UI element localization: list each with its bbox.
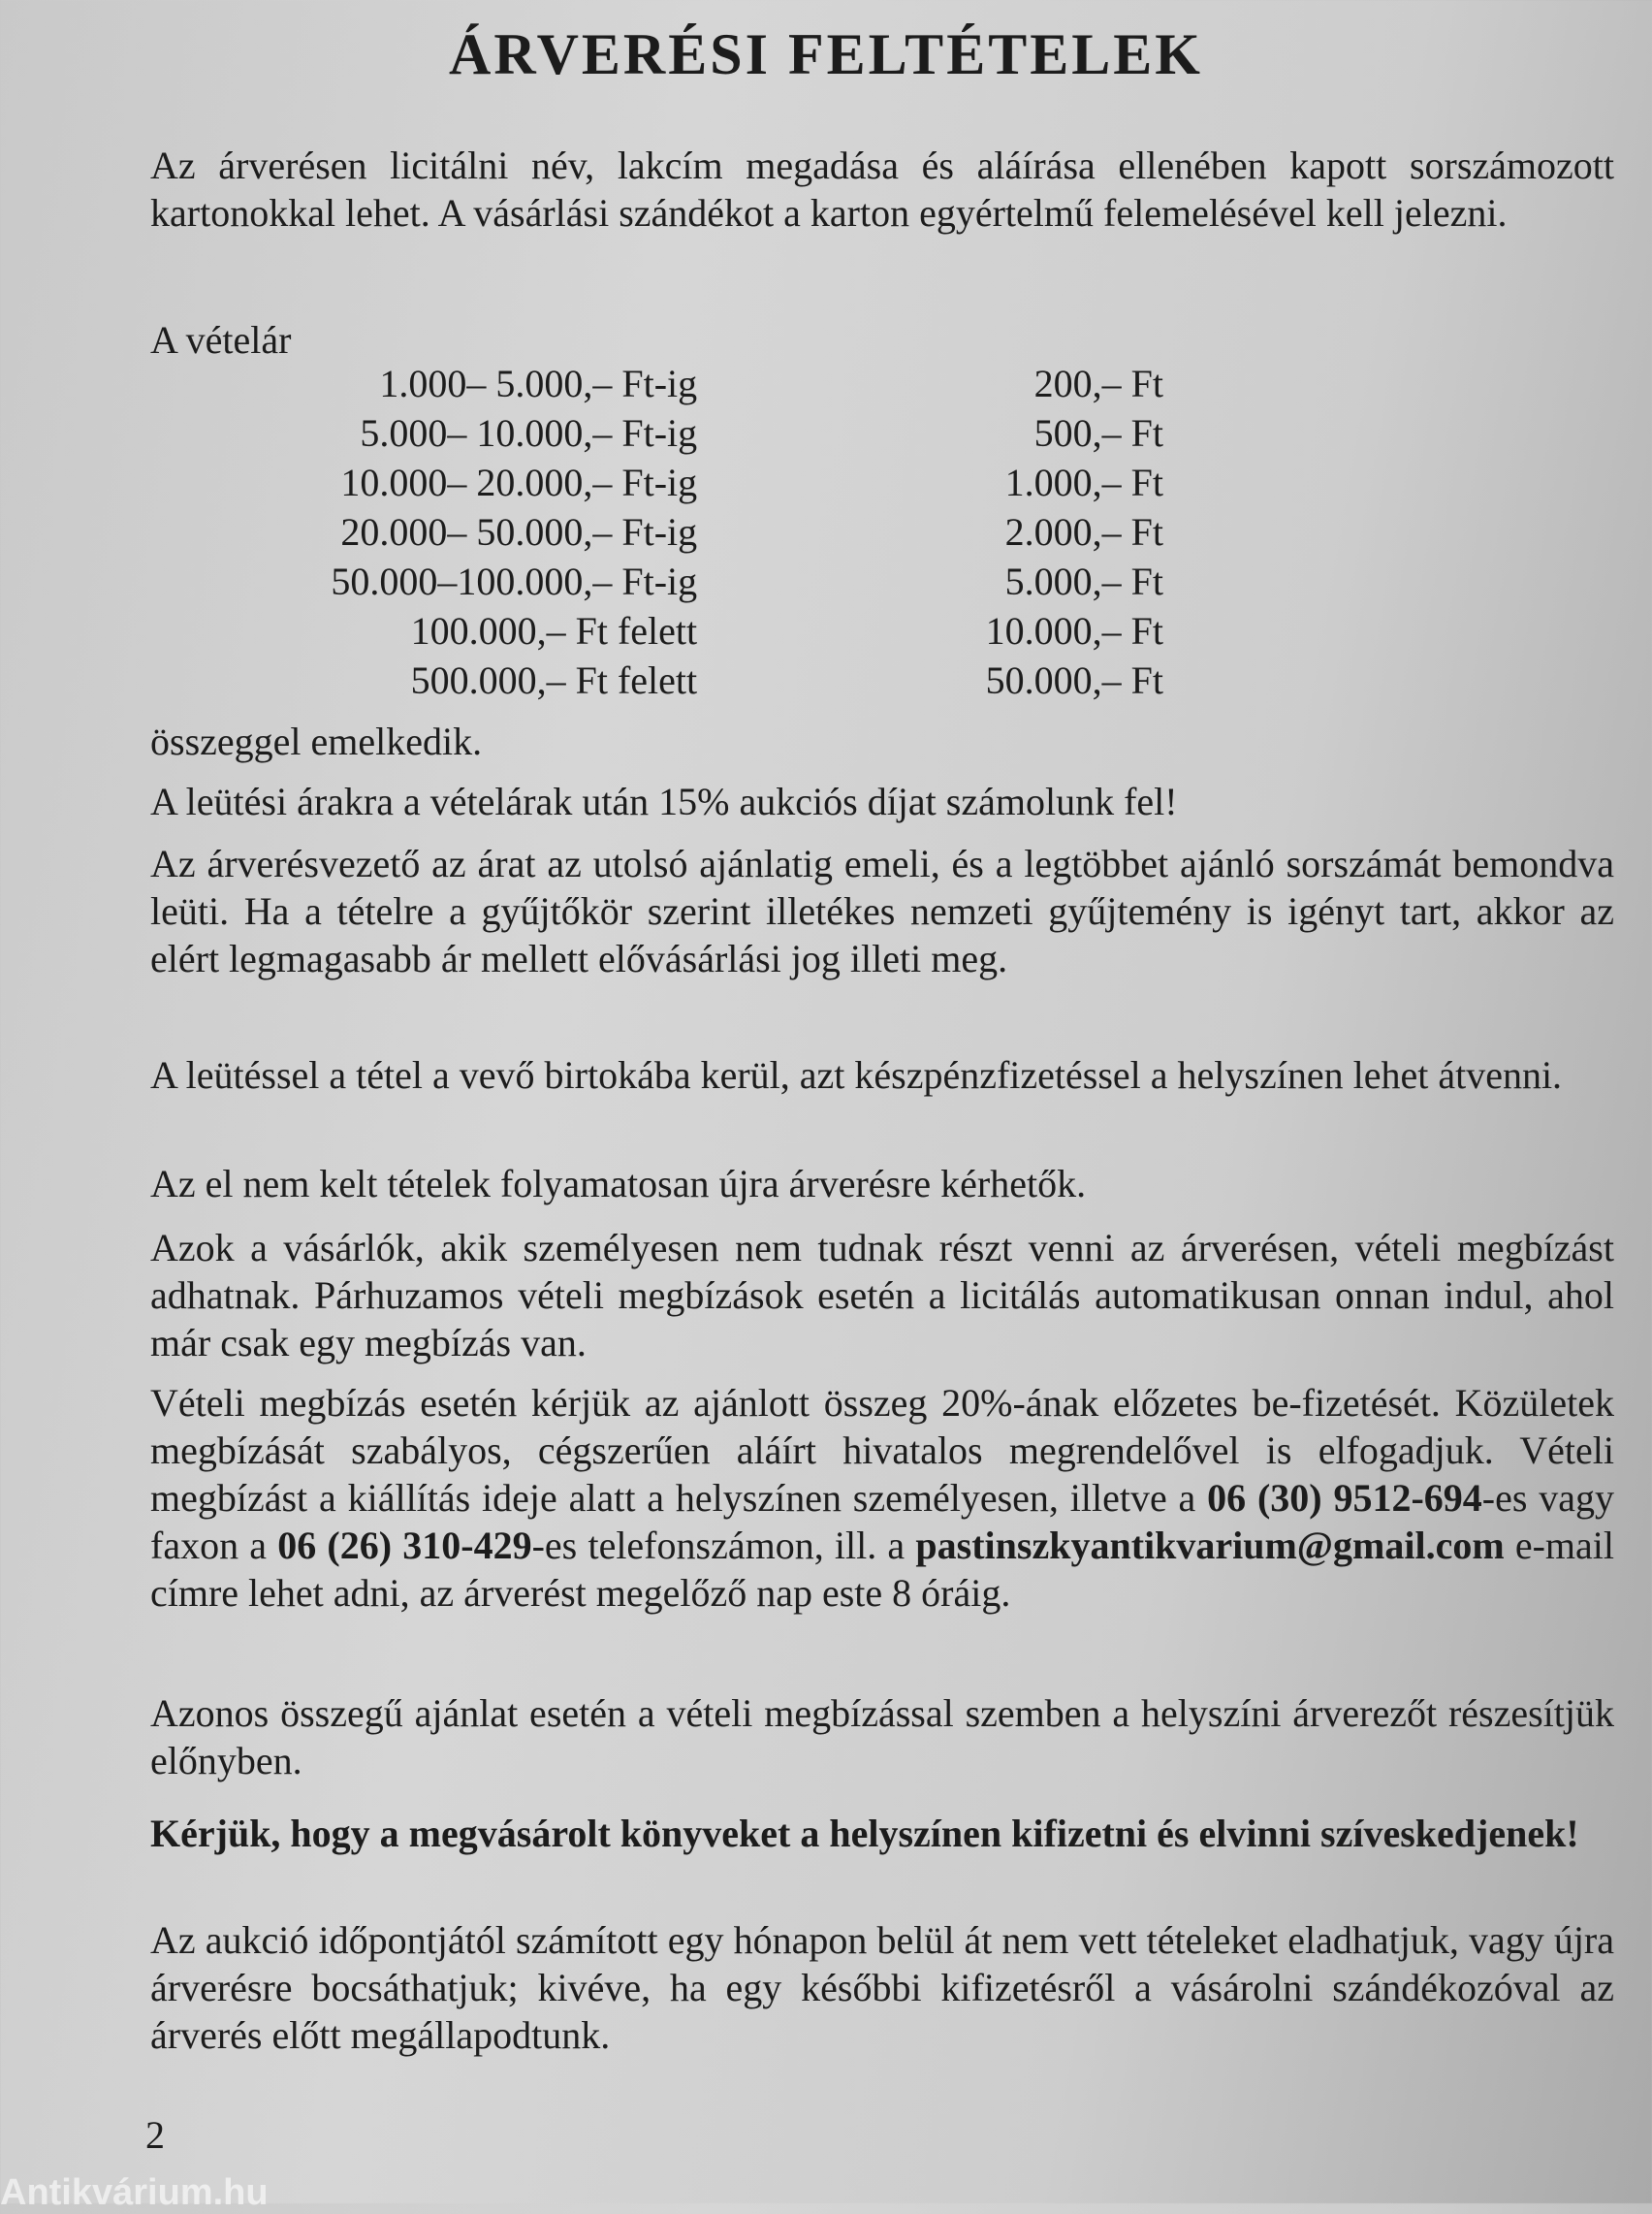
absentee-paragraph: Azok a vásárlók, akik személyesen nem tudnak részt venni az árverésen, vételi megbízást adhatnak. Párhuzamos vételi megbízások esetén a licitálás automatikusan onnan indul, ahol már csak egy megbízás van. (150, 1226, 1614, 1364)
intro-paragraph: Az árverésen licitálni név, lakcím megadása és aláírása ellenében kapott sorszámozott kartonokkal lehet. A vásárlási szándékot a karton egyértelmű felemelésével kell jelezni. (150, 144, 1614, 235)
price-range: 10.000– 20.000,– Ft-ig (340, 461, 698, 504)
equal-offer-paragraph: Azonos összegű ajánlat esetén a vételi megbízással szemben a helyszíni árverezőt részesítjük előnyben. (150, 1691, 1614, 1782)
price-row (194, 656, 1163, 705)
bold-notice-paragraph: Kérjük, hogy a megvásárolt könyveket a helyszínen kifizetni és elvinni szíveskedjenek! (150, 1812, 1579, 1855)
final-paragraph: Az aukció időpontjától számított egy hónapon belül át nem vett tételeket eladhatjuk, vagy újra árverésre bocsáthatjuk; kivéve, ha egy későbbi kifizetésről a vásárolni szándékozóval az árverés előtt megállapodtunk. (150, 1918, 1614, 2057)
price-range: 500.000,– Ft felett (410, 658, 698, 702)
possession-paragraph: A leütéssel a tétel a vevő birtokába kerül, azt készpénzfizetéssel a helyszínen lehet átvenni. (150, 1053, 1563, 1097)
email-address: pastinszkyantikvarium@gmail.com (915, 1524, 1505, 1567)
price-intro: A vételár (150, 318, 292, 362)
price-row (194, 606, 1163, 656)
price-increment: 200,– Ft (1033, 362, 1163, 405)
commission-paragraph (150, 1379, 1614, 1617)
phone-number: 06 (30) 9512-694 (1207, 1476, 1482, 1520)
price-increment: 50.000,– Ft (985, 658, 1163, 702)
unsold-paragraph: Az el nem kelt tételek folyamatosan újra árverésre kérhetők. (150, 1162, 1087, 1205)
price-range: 20.000– 50.000,– Ft-ig (340, 510, 698, 554)
price-range: 1.000– 5.000,– Ft-ig (379, 362, 698, 405)
auctioneer-paragraph: Az árverésvezető az árat az utolsó ajánlatig emeli, és a legtöbbet ajánló sorszámát bemondva leüti. Ha a tételre a gyűjtőkör szerint illetékes nemzeti gyűjtemény is igényt tart, akkor az elért legmagasabb ár mellett elővásárlási jog illeti meg. (150, 842, 1614, 980)
price-increment: 5.000,– Ft (1004, 560, 1163, 603)
page-number: 2 (145, 2113, 165, 2157)
price-increment-table (194, 359, 1163, 705)
price-increment: 1.000,– Ft (1004, 461, 1163, 504)
commission-text: -es telefonszámon, ill. a (531, 1524, 916, 1567)
price-outro: összeggel emelkedik. (150, 720, 483, 763)
price-increment: 2.000,– Ft (1004, 510, 1163, 554)
price-range: 5.000– 10.000,– Ft-ig (360, 411, 698, 455)
price-row (194, 458, 1163, 507)
fax-number: 06 (26) 310-429 (277, 1524, 532, 1567)
commission-text: -es vagy faxon a (150, 1476, 1615, 1567)
price-row (194, 557, 1163, 606)
price-row (194, 359, 1163, 408)
price-increment: 10.000,– Ft (985, 609, 1163, 653)
page-title: ÁRVERÉSI FELTÉTELEK (449, 22, 1203, 86)
price-increment: 500,– Ft (1033, 411, 1163, 455)
commission-text: e-mail címre lehet adni, az árverést megelőző nap este 8 óráig. (150, 1524, 1615, 1615)
price-range: 50.000–100.000,– Ft-ig (331, 560, 698, 603)
commission-text: Vételi megbízás esetén kérjük az ajánlott összeg 20%-ának előzetes be-fizetését. Közületek megbízását szabályos, cégszerűen aláírt hivatalos megrendelővel is elfogadjuk. Vételi megbízást a kiállítás ideje alatt a helyszínen személyesen, illetve a (150, 1381, 1614, 1520)
fee-paragraph: A leütési árakra a vételárak után 15% aukciós díjat számolunk fel! (150, 780, 1178, 823)
price-row (194, 408, 1163, 458)
price-row (194, 507, 1163, 557)
watermark: Antikvárium.hu (0, 2172, 269, 2213)
price-range: 100.000,– Ft felett (410, 609, 698, 653)
